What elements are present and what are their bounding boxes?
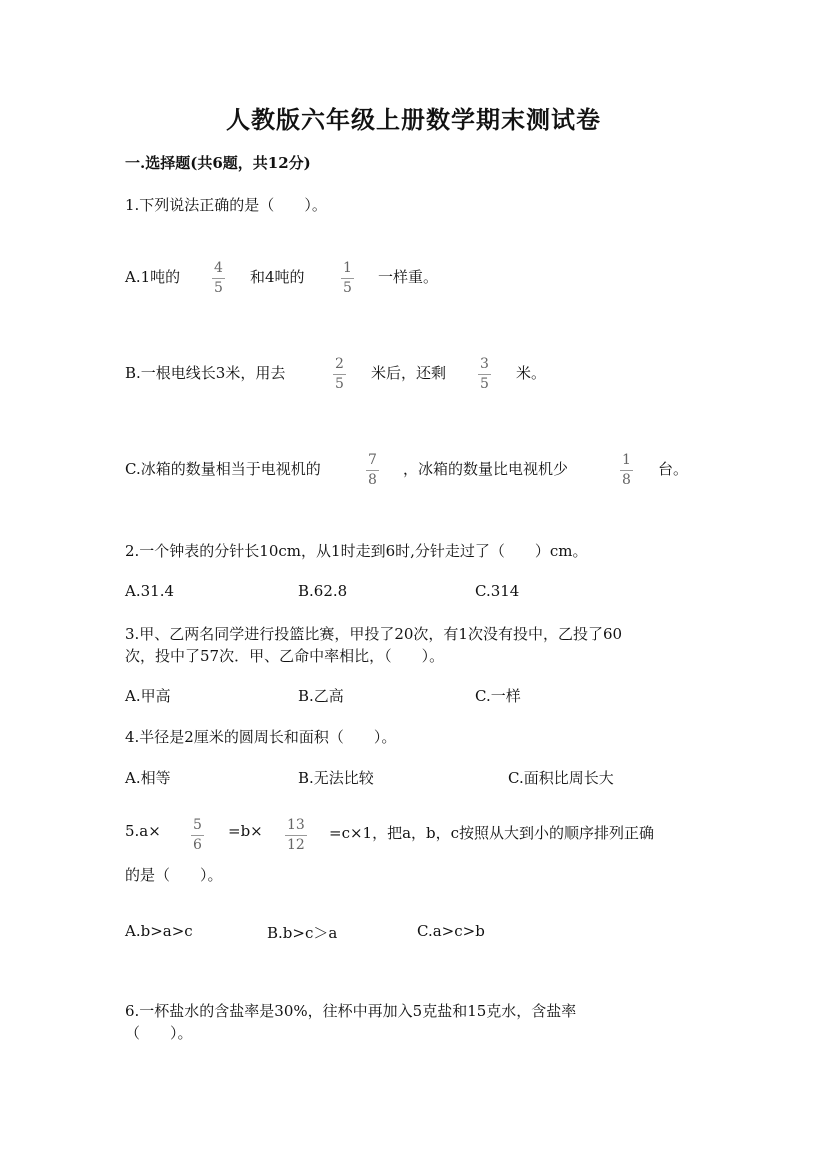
q4-stem: 4.半径是2厘米的圆周长和面积（ ）。: [125, 728, 397, 746]
q6-stem-line1: 6.一杯盐水的含盐率是30%，往杯中再加入5克盐和15克水，含盐率: [125, 1002, 577, 1020]
q3-stem-line1: 3.甲、乙两名同学进行投篮比赛，甲投了20次，有1次没有投中，乙投了60: [125, 625, 623, 643]
denominator: 6: [193, 837, 202, 853]
q4-option-a: A.相等: [125, 769, 171, 787]
q1-option-b-text3: 米。: [516, 364, 547, 382]
denominator: 5: [343, 280, 352, 296]
q5-text3: =c×1，把a，b，c按照从大到小的顺序排列正确: [329, 824, 655, 842]
q5-option-b: B.b>c＞a: [267, 924, 338, 942]
q5-text2: =b×: [228, 822, 263, 840]
q5-option-a: A.b>a>c: [125, 922, 193, 940]
numerator: 2: [335, 356, 344, 372]
q1-stem: 1.下列说法正确的是（ ）。: [125, 196, 327, 214]
denominator: 8: [368, 472, 377, 488]
q5-text1: 5.a×: [125, 822, 161, 840]
q1-option-c-text1: C.冰箱的数量相当于电视机的: [125, 460, 321, 478]
q4-option-c: C.面积比周长大: [508, 769, 614, 787]
q2-option-b: B.62.8: [298, 582, 348, 600]
q2-option-c: C.314: [475, 582, 520, 600]
q3-stem-line2: 次，投中了57次．甲、乙命中率相比，（ ）。: [125, 647, 445, 665]
q1-option-b-fraction2: [478, 356, 491, 393]
numerator: 7: [368, 452, 377, 468]
page-title: 人教版六年级上册数学期末测试卷: [226, 105, 601, 134]
q5-fraction2: [285, 817, 307, 854]
q5-option-c: C.a>c>b: [417, 922, 485, 940]
q1-option-b-text2: 米后，还剩: [371, 364, 447, 382]
numerator: 13: [287, 817, 305, 833]
denominator: 5: [335, 376, 344, 392]
numerator: 1: [622, 452, 631, 468]
q1-option-c-text3: 台。: [658, 460, 689, 478]
q3-option-a: A.甲高: [125, 687, 171, 705]
q1-option-a-text2: 和4吨的: [250, 268, 305, 286]
q1-option-c-fraction1: [366, 452, 379, 489]
numerator: 4: [214, 260, 223, 276]
q1-option-b-fraction1: [333, 356, 346, 393]
q1-option-c-fraction2: [620, 452, 633, 489]
denominator: 8: [622, 472, 631, 488]
q5-stem-line2: 的是（ ）。: [125, 866, 223, 884]
q1-option-a-text3: 一样重。: [378, 268, 439, 286]
q2-stem: 2.一个钟表的分针长10cm，从1时走到6时,分针走过了（ ）cm。: [125, 542, 588, 560]
q1-option-a-fraction1: [212, 260, 225, 297]
denominator: 12: [287, 837, 305, 853]
denominator: 5: [480, 376, 489, 392]
q1-option-b-text1: B.一根电线长3米，用去: [125, 364, 286, 382]
q1-option-c-text2: ，冰箱的数量比电视机少: [403, 460, 569, 478]
numerator: 1: [343, 260, 352, 276]
q6-stem-line2: （ ）。: [125, 1024, 193, 1042]
q2-option-a: A.31.4: [125, 582, 174, 600]
q5-fraction1: [191, 817, 204, 854]
q1-option-a-fraction2: [341, 260, 354, 297]
q3-option-b: B.乙高: [298, 687, 344, 705]
section-heading: 一.选择题(共6题，共12分): [125, 154, 311, 172]
q4-option-b: B.无法比较: [298, 769, 374, 787]
numerator: 5: [193, 817, 202, 833]
q1-option-a-text1: A.1吨的: [125, 268, 181, 286]
denominator: 5: [214, 280, 223, 296]
numerator: 3: [480, 356, 489, 372]
q3-option-c: C.一样: [475, 687, 521, 705]
